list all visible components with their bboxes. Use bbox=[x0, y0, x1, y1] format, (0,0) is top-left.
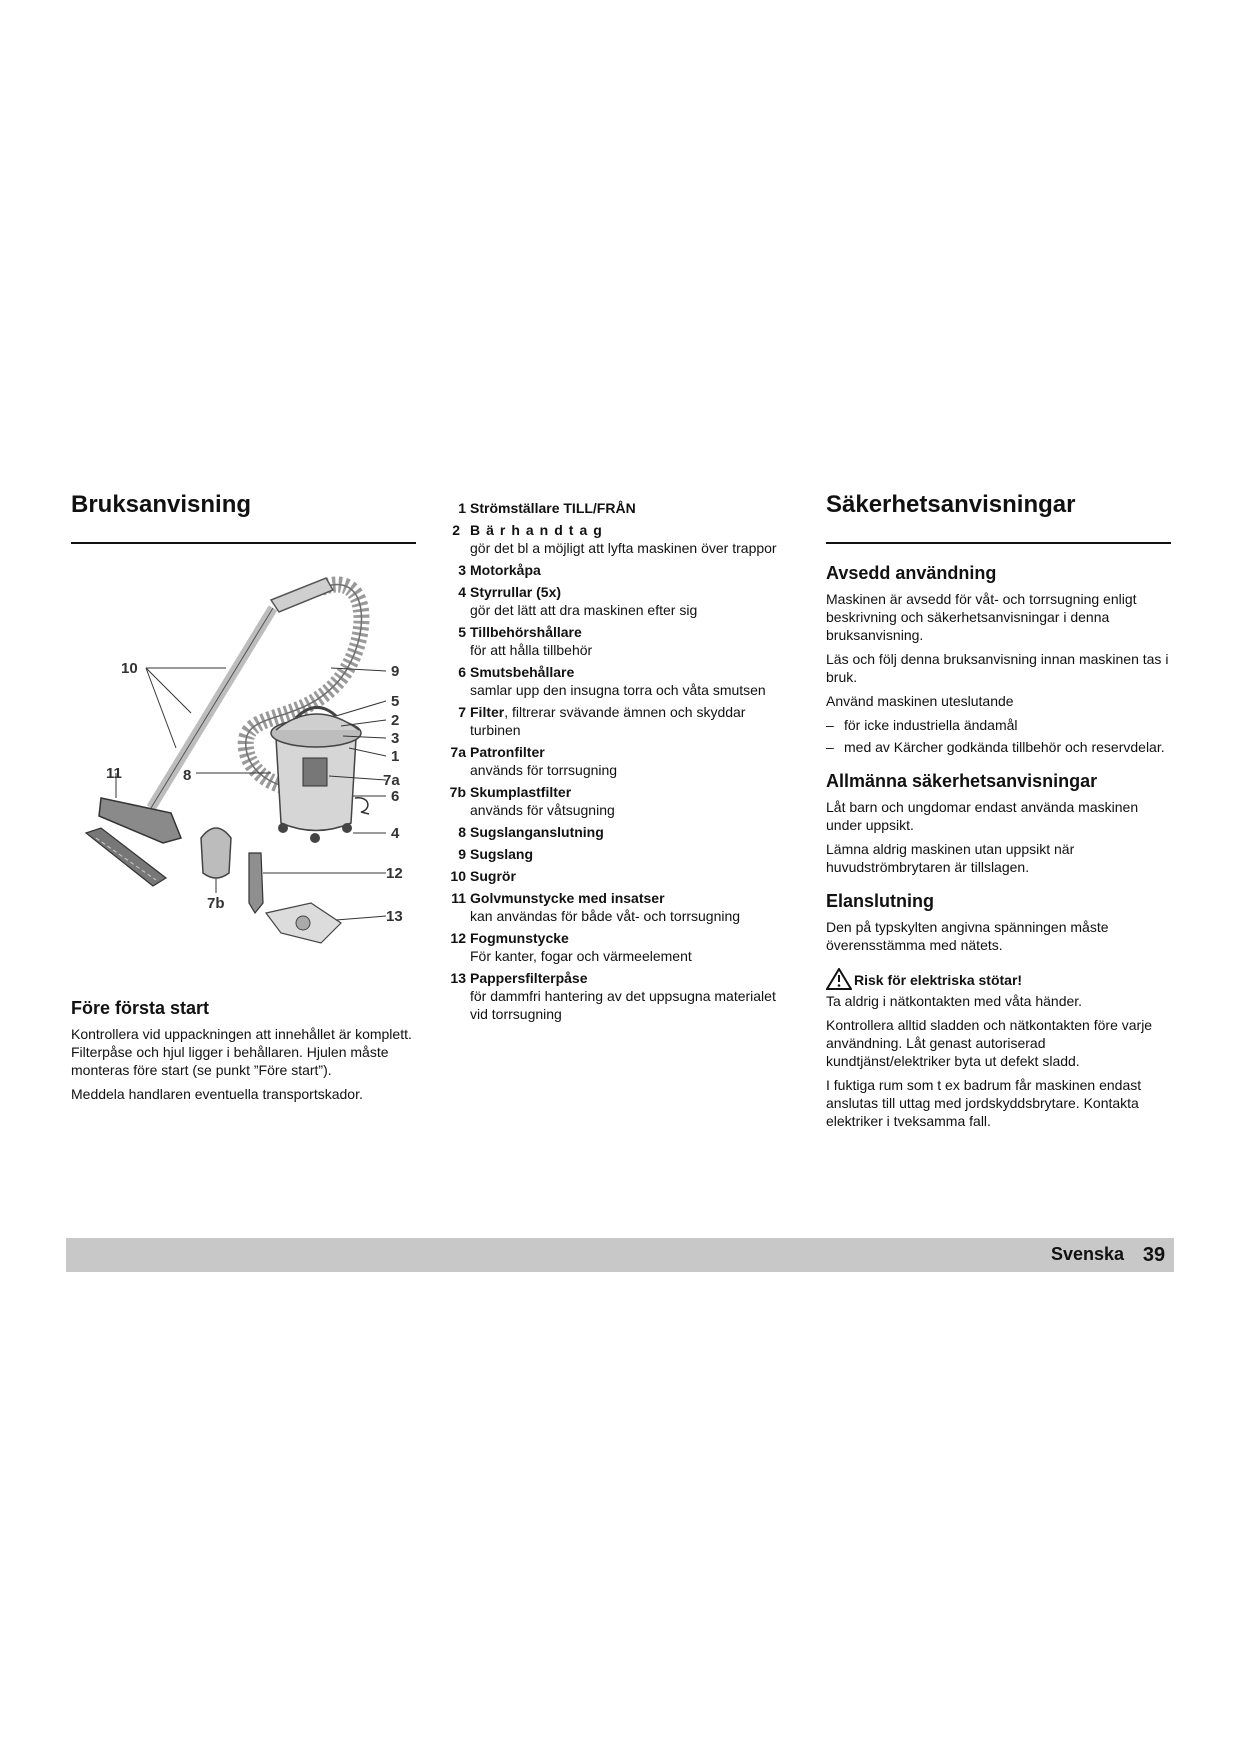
part-heading: 7 Filter, filtrerar svävande ämnen och skyddar bbox=[458, 704, 746, 720]
hose-handle bbox=[271, 578, 333, 612]
part-description: För kanter, fogar och värmeelement bbox=[470, 948, 692, 964]
part-description: samlar upp den insugna torra och våta smutsen bbox=[470, 682, 766, 698]
figure-label: 6 bbox=[391, 788, 400, 805]
list-item: – för icke industriella ändamål bbox=[826, 717, 1018, 733]
part-heading: 12 Fogmunstycke bbox=[450, 930, 569, 946]
list-item bbox=[446, 583, 786, 619]
part-heading: 1 Strömställare TILL/FRÅN bbox=[458, 500, 636, 516]
footer-language: Svenska bbox=[1050, 1244, 1124, 1264]
part-heading: 8 Sugslanganslutning bbox=[458, 824, 604, 840]
list-item bbox=[446, 499, 786, 517]
list-item bbox=[446, 783, 786, 819]
electric-shock-warning: Risk för elektriska stötar! bbox=[826, 968, 1171, 990]
part-heading: 9 Sugslang bbox=[458, 846, 534, 862]
use-exclusively-text: Använd maskinen uteslutande bbox=[826, 693, 1014, 709]
figure-label: 7b bbox=[207, 895, 225, 912]
parts-list bbox=[446, 499, 786, 1027]
crevice-nozzle bbox=[249, 853, 263, 913]
foam-filter bbox=[201, 828, 231, 878]
part-heading: 7b Skumplastfilter bbox=[449, 784, 572, 800]
part-description: för dammfri hantering av det uppsugna materialet vid torrsugning bbox=[470, 988, 776, 1022]
list-item bbox=[446, 561, 786, 579]
list-item bbox=[446, 845, 786, 863]
figure-label: 9 bbox=[391, 663, 400, 680]
figure-label: 4 bbox=[391, 825, 400, 842]
part-heading: 4 Styrrullar (5x) bbox=[458, 584, 562, 600]
list-item bbox=[446, 521, 786, 557]
heading-general-safety: Allmänna säkerhetsanvisningar bbox=[826, 771, 1098, 791]
read-manual-text: Läs och följ denna bruksanvisning innan maskinen tas i bruk. bbox=[826, 651, 1169, 685]
figure-label: 11 bbox=[106, 765, 122, 782]
list-item bbox=[446, 743, 786, 779]
part-description: används för våtsugning bbox=[470, 802, 615, 818]
part-description: kan användas för både våt- och torrsugning bbox=[470, 908, 741, 924]
figure-label: 5 bbox=[391, 693, 400, 710]
right-column bbox=[826, 490, 1171, 1136]
children-supervision-text: Låt barn och ungdomar endast använda maskinen under uppsikt. bbox=[826, 799, 1139, 833]
part-description: används för torrsugning bbox=[470, 762, 618, 778]
heading-intended-use: Avsedd användning bbox=[826, 563, 997, 583]
part-heading: 10 Sugrör bbox=[450, 868, 516, 884]
part-description: för att hålla tillbehör bbox=[470, 642, 593, 658]
list-item bbox=[446, 703, 786, 739]
figure-label: 3 bbox=[391, 730, 400, 747]
heading-first-start: Före första start bbox=[71, 998, 210, 1018]
figure-label: 7a bbox=[383, 772, 400, 789]
part-heading: 5 Tillbehörshållare bbox=[458, 624, 582, 640]
figure-label: 1 bbox=[391, 748, 400, 765]
vacuum-cleaner-illustration bbox=[71, 548, 416, 978]
figure-label: 13 bbox=[386, 908, 403, 925]
part-heading: 11 Golvmunstycke med insatser bbox=[451, 890, 665, 906]
check-cord-text: Kontrollera alltid sladden och nätkontakten före varje användning. Låt genast autoriserad kundtjänst/elektriker byta ut defekt sladd. bbox=[826, 1017, 1153, 1069]
list-item bbox=[446, 929, 786, 965]
part-description: turbinen bbox=[470, 722, 521, 738]
figure-label: 8 bbox=[183, 767, 192, 784]
page-number: 39 bbox=[1142, 1244, 1166, 1266]
part-heading: 6 Smutsbehållare bbox=[458, 664, 575, 680]
intended-use-text: Maskinen är avsedd för våt- och torrsugning enligt beskrivning och säkerhetsanvisningar i denna bruksanvisning. bbox=[826, 591, 1137, 643]
figure-label: 12 bbox=[386, 865, 403, 882]
list-item bbox=[446, 969, 786, 1023]
part-heading: 13 Pappersfilterpåse bbox=[450, 970, 588, 986]
figure-label: 10 bbox=[121, 660, 138, 677]
damp-rooms-text: I fuktiga rum som t ex badrum får maskinen endast anslutas till uttag med jordskyddsbrytare. Kontakta elektriker i tveksamma fall. bbox=[826, 1077, 1142, 1129]
list-item bbox=[446, 663, 786, 699]
section-title-safety: Säkerhetsanvisningar bbox=[826, 490, 1171, 544]
unattended-text: Lämna aldrig maskinen utan uppsikt när huvudströmbrytaren är tillslagen. bbox=[826, 841, 1075, 875]
figure-label: 2 bbox=[391, 712, 400, 729]
wet-hands-text: Ta aldrig i nätkontakten med våta händer. bbox=[826, 993, 1083, 1009]
part-description: gör det bl a möjligt att lyfta maskinen över trappor bbox=[470, 540, 777, 556]
transport-damage-text: Meddela handlaren eventuella transportskador. bbox=[71, 1086, 363, 1102]
part-description: gör det lätt att dra maskinen efter sig bbox=[470, 602, 698, 618]
part-heading: 3 Motorkåpa bbox=[458, 562, 541, 578]
first-start-text: Kontrollera vid uppackningen att innehållet är komplett. Filterpåse och hjul ligger i behållaren. Hjulen måste monteras före start (se punkt ”Före start”). bbox=[71, 1026, 412, 1078]
part-heading: 2 Bärhandtag bbox=[452, 522, 608, 538]
voltage-text: Den på typskylten angivna spänningen måste överensstämma med nätets. bbox=[826, 919, 1109, 953]
footer-bar bbox=[66, 1238, 1174, 1272]
list-item bbox=[446, 889, 786, 925]
heading-electrical: Elanslutning bbox=[826, 891, 934, 911]
list-item bbox=[446, 823, 786, 841]
left-column bbox=[71, 490, 416, 1109]
part-heading: 7a Patronfilter bbox=[450, 744, 545, 760]
list-item bbox=[446, 623, 786, 659]
list-item bbox=[446, 867, 786, 885]
section-title-bruksanvisning: Bruksanvisning bbox=[71, 490, 416, 544]
warning-triangle-icon bbox=[826, 968, 852, 990]
list-item: – med av Kärcher godkända tillbehör och reservdelar. bbox=[826, 739, 1165, 755]
